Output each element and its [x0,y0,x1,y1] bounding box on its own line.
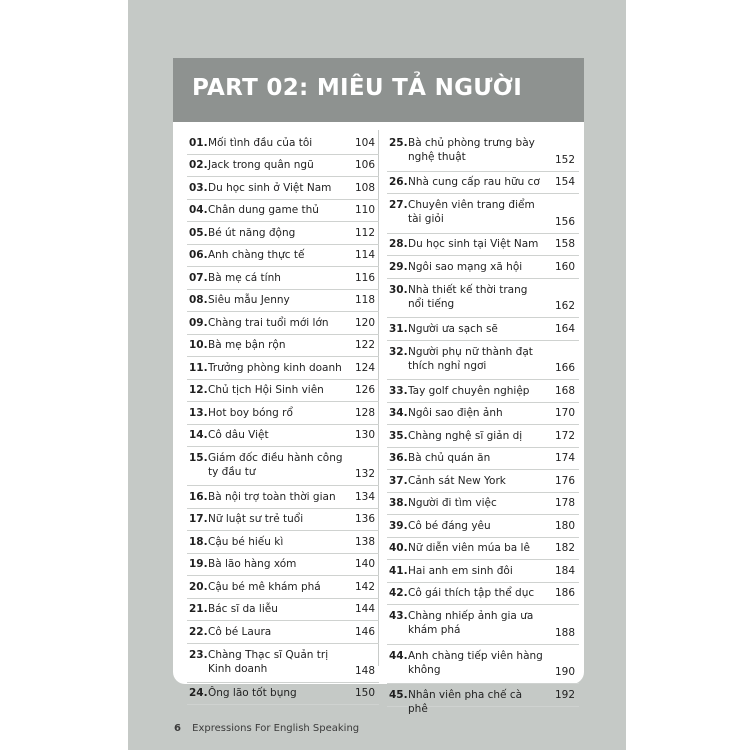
entry-number: 13. [189,406,208,419]
entry-title: Người ưa sạch sẽ [408,322,498,335]
toc-entry [387,194,579,234]
footer-book-title: Expressions For English Speaking [192,723,360,734]
entry-page: 184 [554,564,575,577]
entry-page: 108 [354,181,375,194]
section-header [173,58,584,122]
entry-title: Cậu bé hiếu kì [208,535,284,548]
entry-page: 118 [354,294,375,307]
toc-entry [187,683,379,706]
entry-page: 152 [554,153,575,166]
toc-entry [387,493,579,516]
entry-number: 26. [389,176,408,189]
entry-page: 128 [354,406,375,419]
toc-entry [187,644,379,683]
entry-number: 11. [189,361,208,374]
entry-number: 40. [389,542,408,555]
entry-number: 45. [389,688,408,701]
toc-entry [187,486,379,509]
entry-number: 15. [189,452,208,464]
toc-entry [387,256,579,279]
entry-title: Ngôi sao mạng xã hội [408,260,523,273]
entry-page: 142 [354,580,375,593]
entry-page: 178 [554,497,575,510]
entry-number: 16. [189,490,208,503]
entry-page: 106 [354,159,375,172]
entry-number: 43. [389,610,408,622]
toc-entry [187,335,379,358]
toc-entry [187,599,379,622]
entry-number: 25. [389,137,408,149]
entry-page: 122 [354,339,375,352]
entry-title: Chủ tịch Hội Sinh viên [208,384,324,397]
entry-number: 07. [189,271,208,284]
toc-entry [387,318,579,341]
entry-title: Du học sinh tại Việt Nam [408,238,539,251]
entry-number: 01. [189,136,208,149]
entry-page: 146 [354,625,375,638]
toc-entry [187,621,379,644]
entry-number: 10. [189,339,208,352]
toc-entry [187,380,379,403]
entry-number: 02. [189,159,208,172]
entry-number: 05. [189,226,208,239]
entry-number: 35. [389,429,408,442]
toc-entry [387,645,579,685]
entry-title: Nữ diễn viên múa ba lê [408,542,530,555]
entry-page: 130 [354,429,375,442]
entry-page: 150 [354,687,375,700]
toc-entry [187,447,379,486]
entry-title: Hai anh em sinh đôi [408,564,513,577]
entry-page: 160 [554,260,575,273]
toc-entry [387,425,579,448]
entry-page: 134 [354,490,375,503]
toc-entry [187,267,379,290]
toc-entry [387,172,579,195]
entry-page: 158 [554,238,575,251]
entry-number: 29. [389,260,408,273]
entry-title: Mối tình đầu của tôi [208,136,313,149]
entry-title: Cậu bé mê khám phá [208,580,321,593]
entry-title: Nữ luật sư trẻ tuổi [208,513,304,526]
entry-title: Giám đốc điều hành công ty đầu tư [208,452,343,478]
toc-entry [187,312,379,335]
entry-number: 04. [189,204,208,217]
entry-page: 182 [554,542,575,555]
entry-title: Cô dâu Việt [208,429,269,442]
section-title: PART 02: MIÊU TẢ NGƯỜI [192,75,523,101]
toc-entry [187,357,379,380]
entry-title: Người đi tìm việc [408,497,497,510]
toc-entry [187,290,379,313]
toc-entry [387,684,579,715]
entry-number: 24. [189,687,208,700]
entry-title: Hot boy bóng rổ [208,406,293,419]
entry-title: Chân dung game thủ [208,204,319,217]
entry-title: Chàng Thạc sĩ Quản trị Kinh doanh [208,648,329,675]
entry-page: 166 [554,362,575,374]
toc-entry [187,531,379,554]
entry-number: 39. [389,519,408,532]
entry-number: 30. [389,283,408,296]
entry-title: Ngôi sao điện ảnh [408,407,503,420]
entry-number: 19. [189,558,208,571]
entry-title: Bà chủ quán ăn [408,452,491,465]
toc-entry [187,177,379,200]
toc-entry [187,425,379,448]
entry-title: Bà chủ phòng trưng bày nghệ thuật [408,137,535,163]
entry-page: 164 [554,322,575,335]
entry-page: 156 [554,215,575,228]
entry-number: 44. [389,649,408,662]
toc-entry [387,470,579,493]
entry-page: 148 [354,664,375,677]
entry-title: Chàng nhiếp ảnh gia ưa khám phá [408,610,534,636]
entry-title: Chàng nghệ sĩ giản dị [408,429,523,442]
entry-page: 144 [354,603,375,616]
entry-page: 186 [554,587,575,600]
entry-number: 27. [389,199,408,211]
toc-column-left [187,132,379,705]
entry-title: Người phụ nữ thành đạt thích nghỉ ngơi [408,345,533,372]
entry-number: 03. [189,181,208,194]
entry-page: 132 [354,468,375,480]
entry-page: 110 [354,204,375,217]
entry-title: Nhân viên pha chế cà phê [408,688,523,715]
entry-number: 37. [389,474,408,487]
toc-entry [187,402,379,425]
entry-number: 17. [189,513,208,526]
entry-title: Jack trong quân ngũ [208,159,314,172]
entry-page: 126 [354,384,375,397]
entry-title: Nhà thiết kế thời trang nổi tiếng [408,283,528,310]
entry-number: 28. [389,238,408,251]
entry-number: 20. [189,580,208,593]
toc-entry [187,200,379,223]
entry-title: Bà nội trợ toàn thời gian [208,490,336,503]
entry-title: Cô bé đáng yêu [408,519,491,532]
entry-number: 12. [189,384,208,397]
entry-page: 112 [354,226,375,239]
entry-title: Chàng trai tuổi mới lớn [208,316,329,329]
toc-entry [387,132,579,172]
entry-page: 172 [554,429,575,442]
toc-entry [187,509,379,532]
entry-page: 154 [554,176,575,189]
entry-number: 33. [389,384,408,397]
entry-number: 41. [389,564,408,577]
entry-page: 104 [354,136,375,149]
entry-number: 09. [189,316,208,329]
toc-entry [387,448,579,471]
entry-title: Bác sĩ da liễu [208,603,278,616]
toc-entry [387,583,579,606]
entry-number: 14. [189,429,208,442]
toc-entry [387,279,579,319]
toc-entry [387,538,579,561]
footer-page-number: 6 [174,723,181,734]
toc-entry [387,380,579,403]
entry-title: Du học sinh ở Việt Nam [208,181,332,194]
toc-entry [187,245,379,268]
page-footer [174,723,359,734]
entry-number: 36. [389,452,408,465]
entry-number: 18. [189,535,208,548]
entry-page: 120 [354,316,375,329]
toc-entry [187,576,379,599]
entry-number: 21. [189,603,208,616]
toc-entry [387,560,579,583]
toc-entry [387,403,579,426]
toc-entry [387,605,579,645]
entry-number: 06. [189,249,208,262]
entry-number: 42. [389,587,408,600]
toc-column-right [387,132,579,715]
entry-page: 188 [554,626,575,639]
entry-title: Bé út năng động [208,226,296,239]
toc-entry [187,155,379,178]
entry-title: Siêu mẫu Jenny [208,294,290,307]
entry-title: Bà mẹ cá tính [208,271,281,284]
entry-number: 32. [389,345,408,358]
entry-title: Bà lão hàng xóm [208,558,297,571]
entry-title: Cô gái thích tập thể dục [408,587,535,600]
entry-number: 31. [389,322,408,335]
toc-entry [387,515,579,538]
entry-title: Nhà cung cấp rau hữu cơ [408,176,540,189]
toc-entry [187,554,379,577]
entry-title: Anh chàng thực tế [208,249,305,262]
entry-number: 08. [189,294,208,307]
entry-page: 124 [354,361,375,374]
entry-page: 162 [554,300,575,312]
toc-entry [187,132,379,155]
entry-page: 190 [554,666,575,678]
entry-page: 136 [354,513,375,526]
entry-title: Bà mẹ bận rộn [208,339,286,352]
entry-title: Tay golf chuyên nghiệp [408,384,530,397]
entry-page: 170 [554,407,575,420]
entry-page: 140 [354,558,375,571]
entry-title: Chuyên viên trang điểm tài giỏi [408,199,535,225]
entry-page: 174 [554,452,575,465]
entry-page: 168 [554,384,575,397]
entry-page: 176 [554,474,575,487]
toc-entry [387,234,579,257]
entry-title: Trưởng phòng kinh doanh [208,361,342,374]
entry-title: Cô bé Laura [208,625,272,638]
entry-number: 34. [389,407,408,420]
entry-page: 180 [554,519,575,532]
entry-page: 114 [354,249,375,262]
entry-page: 138 [354,535,375,548]
entry-title: Ông lão tốt bụng [208,687,297,700]
entry-number: 38. [389,497,408,510]
entry-page: 192 [554,688,575,701]
entry-number: 23. [189,648,208,661]
entry-title: Cảnh sát New York [408,474,506,487]
toc-entry [387,341,579,381]
entry-title: Anh chàng tiếp viên hàng không [408,649,543,676]
entry-page: 116 [354,271,375,284]
toc-card [173,58,584,715]
entry-number: 22. [189,625,208,638]
toc-entry [187,222,379,245]
